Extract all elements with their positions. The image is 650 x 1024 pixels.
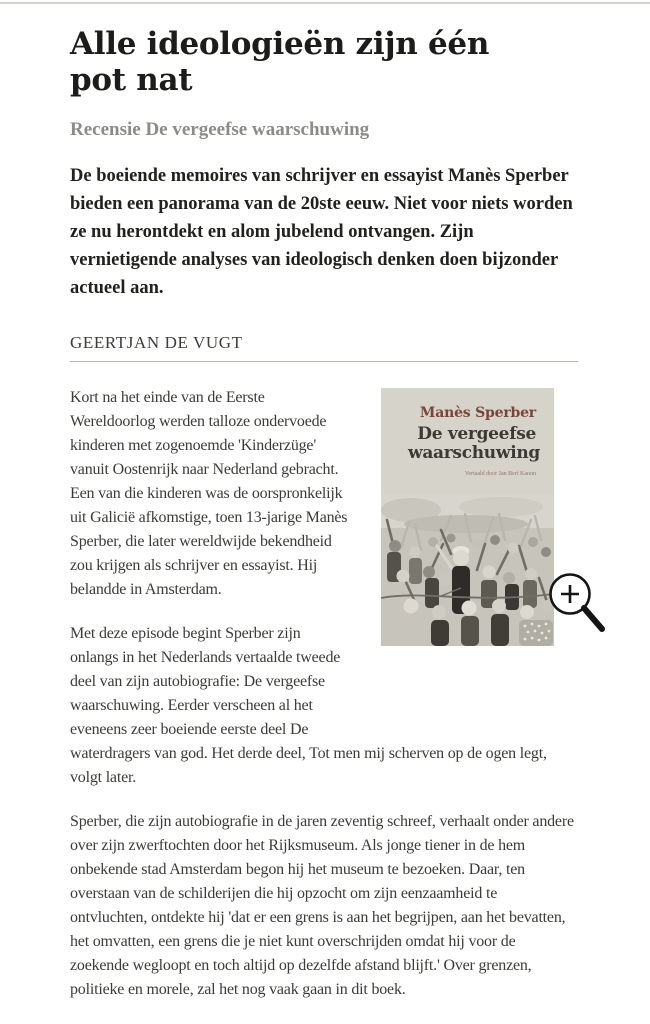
byline-divider (70, 361, 578, 362)
article-paragraph: Sperber, die zijn autobiografie in de jaren zeventig schreef, verhaalt onder andere over zijn zwerftochten door het Rijksmuseum. Als jonge tiener in de hem onbekende stad Amsterdam begon hij het museum te bezoeken. Daar, ten overstaan van de schilderijen die hij opzocht om zijn eenzaamheid te ontvluchten, ontdekte hij 'dat er een grens is aan het begrijpen, aan het bevatten, het omvatten, een grens die je niet kunt overschrijden omdat hij voor de zoekende wegloopt en toch altijd op dezelfde afstand blijft.' Over grenzen, politieke en morele, zal het nog vaak gaan in dit boek. (70, 813, 574, 998)
article-paragraph: Kort na het einde van de Eerste Wereldoorlog werden talloze ondervoede kinderen met zogenoemde 'Kinderzüge' vanuit Oostenrijk naar Nederland gebracht. Een van die kinderen was de oorspronkelijk uit Galicië afkomstige, toen 13-jarige Manès Sperber, die later wereldwijde bekendheid zou krijgen als schrijver en essayist. Hij belandde in Amsterdam. (70, 389, 348, 598)
article-author: GEERTJAN DE VUGT (70, 333, 243, 352)
article-body (70, 386, 578, 1002)
book-cover-image[interactable] (381, 388, 554, 646)
zoom-icon[interactable] (548, 572, 610, 644)
article-kicker: Recensie De vergeefse waarschuwing (70, 119, 370, 140)
book-cover-text-panel (381, 388, 554, 494)
crowd-photo (381, 494, 554, 646)
book-cover-title: De vergeefse waarschuwing (408, 424, 541, 463)
book-cover-figure (381, 388, 554, 646)
book-cover-translator-credit: Vertaald door Jan Bert Kanon (464, 471, 536, 477)
article-intro: De boeiende memoires van schrijver en essayist Manès Sperber bieden een panorama van de 20ste eeuw. Niet voor niets worden ze nu herontdekt en alom jubelend ontvangen. Zijn vernietigende analyses van ideologisch denken doen bijzonder actueel aan. (70, 166, 573, 298)
article-title: Alle ideologieën zijn één pot nat (70, 26, 490, 98)
article-paragraph: Met deze episode begint Sperber zijn onlangs in het Nederlands vertaalde tweede deel van zijn autobiografie: De vergeefse waarschuwing. Eerder verscheen al het eveneens zeer boeiende eerste deel De waterdragers van god. Het derde deel, Tot men mij scherven op de ogen legt, volgt later. (70, 625, 547, 786)
book-cover-author: Manès Sperber (419, 405, 536, 421)
page-top-divider (0, 2, 650, 4)
